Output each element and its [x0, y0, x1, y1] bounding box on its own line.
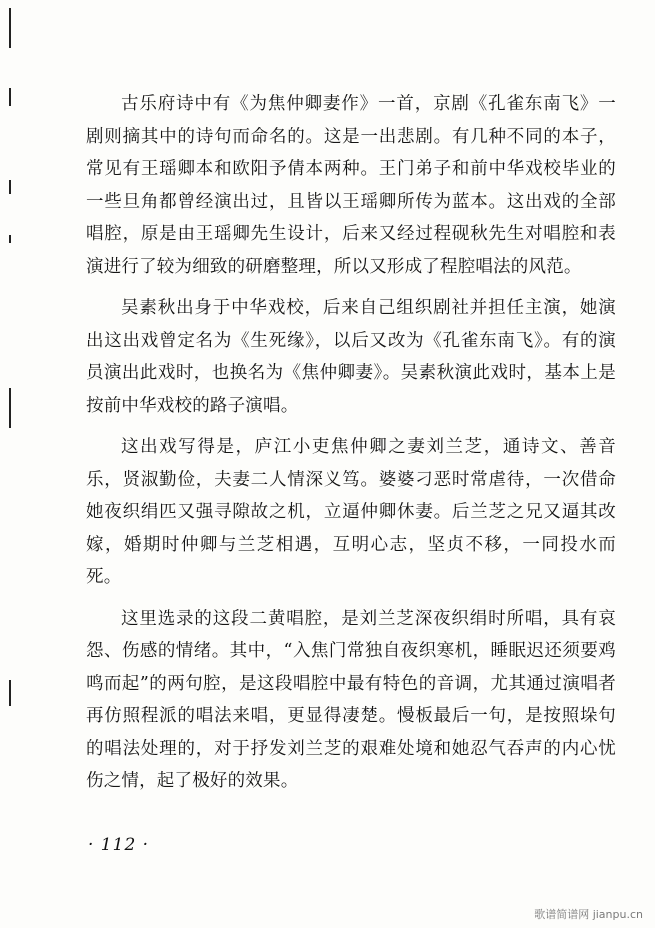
body-text — [86, 88, 616, 807]
binding-mark — [9, 8, 11, 48]
binding-mark — [9, 680, 11, 706]
binding-mark — [9, 180, 11, 194]
paragraph-4: 这里选录的这段二黄唱腔，是刘兰芝深夜织绢时所唱，具有哀怨、伤感的情绪。其中，“入焦门常独自夜织寒机，睡眠迟还须要鸡鸣而起”的两句腔，是这段唱腔中最有特色的音调，尤其通过演唱者再仿照程派的唱法来唱，更显得凄楚。慢板最后一句，是按照垛句的唱法处理的，对于抒发刘兰芝的艰难处境和她忍气吞声的内心忧伤之情，起了极好的效果。 — [86, 608, 616, 791]
page-number: · 112 · — [88, 835, 150, 855]
paragraph-1: 古乐府诗中有《为焦仲卿妻作》一首，京剧《孔雀东南飞》一剧则摘其中的诗句而命名的。这是一出悲剧。有几种不同的本子，常见有王瑶卿本和欧阳予倩本两种。王门弟子和前中华戏校毕业的一些旦角都曾经演出过，且皆以王瑶卿所传为蓝本。这出戏的全部唱腔，原是由王瑶卿先生设计，后来又经过程砚秋先生对唱腔和表演进行了较为细致的研磨整理，所以又形成了程腔唱法的风范。 — [86, 94, 616, 277]
paragraph-2: 吴素秋出身于中华戏校，后来自己组织剧社并担任主演，她演出这出戏曾定名为《生死缘》，以后又改为《孔雀东南飞》。有的演员演出此戏时，也换名为《焦仲卿妻》。吴素秋演此戏时，基本上是按前中华戏校的路子演唱。 — [86, 298, 616, 416]
watermark: 歌谱简谱网 jianpu.cn — [534, 908, 643, 921]
binding-mark — [9, 235, 11, 243]
paragraph-3: 这出戏写得是，庐江小吏焦仲卿之妻刘兰芝，通诗文、善音乐，贤淑勤俭，夫妻二人情深义笃。婆婆刁恶时常虐待，一次借命她夜织绢匹又强寻隙故之机，立逼仲卿休妻。后兰芝之兄又逼其改嫁，婚期时仲卿与兰芝相遇，互明心志，坚贞不移，一同投水而死。 — [86, 437, 616, 587]
binding-mark — [9, 388, 11, 428]
binding-mark — [9, 88, 11, 106]
